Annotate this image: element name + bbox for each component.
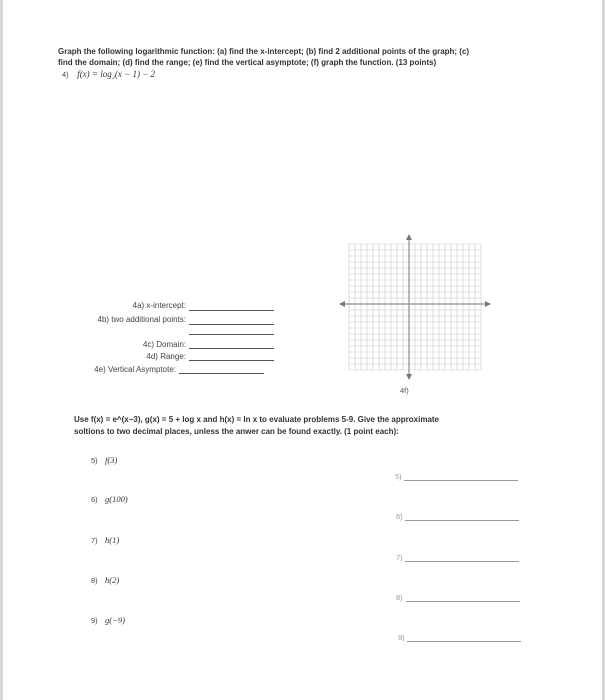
label-4b-additional-points: 4b) two additional points: (97, 315, 186, 324)
answer-line-4c[interactable] (189, 348, 274, 349)
answer-label-6: 6) (396, 512, 403, 521)
problem-9-number: 9) (91, 616, 98, 625)
answer-line-7[interactable] (405, 561, 519, 562)
graph-label-4f: 4f) (400, 386, 409, 395)
answer-line-4a[interactable] (189, 310, 274, 311)
problem-5-number: 5) (91, 456, 98, 465)
problem-7-number: 7) (91, 536, 98, 545)
worksheet-page (3, 0, 602, 700)
problem-8-number: 8) (91, 576, 98, 585)
problem-5-expression: f(3) (105, 455, 118, 465)
problem-8 (91, 575, 119, 585)
section2-instructions-line-2: soltions to two decimal places, unless the anwer can be found exactly. (1 point each): (74, 427, 399, 436)
grid-lines (349, 244, 481, 370)
answer-line-9[interactable] (407, 641, 521, 642)
answer-line-4b-2[interactable] (189, 334, 274, 335)
problem-9-expression: g(−9) (105, 615, 125, 625)
label-4e-vertical-asymptote: 4e) Vertical Asymptote: (94, 365, 176, 374)
problem-9 (91, 615, 125, 625)
problem-8-expression: h(2) (105, 575, 120, 585)
answer-line-4e[interactable] (179, 373, 264, 374)
answer-line-5[interactable] (404, 480, 518, 481)
answer-line-6[interactable] (405, 520, 519, 521)
problem-5 (91, 455, 117, 465)
answer-label-9: 9) (398, 633, 405, 642)
answer-label-8: 8) (396, 593, 403, 602)
problem-7-expression: h(1) (105, 535, 120, 545)
arrow-right-icon (485, 301, 491, 307)
label-4d-range: 4d) Range: (146, 352, 186, 361)
answer-line-8[interactable] (406, 601, 520, 602)
instructions-line-2: find the domain; (d) find the range; (e) find the vertical asymptote; (f) graph the function. (13 points) (58, 58, 437, 67)
answer-label-7: 7) (396, 553, 403, 562)
problem-4-number: 4) (62, 70, 69, 79)
problem-7 (91, 535, 119, 545)
problem-6 (91, 494, 128, 504)
problem-4-function: f(x) = log₂(x − 1) − 2 (77, 69, 156, 79)
answer-label-5: 5) (395, 472, 402, 481)
problem-6-number: 6) (91, 495, 98, 504)
arrow-down-icon (406, 374, 412, 380)
answer-line-4b-1[interactable] (189, 324, 274, 325)
section2-instructions-line-1: Use f(x) = e^(x−3), g(x) = 5 + log x and h(x) = ln x to evaluate problems 5-9. Give the approximate (74, 415, 440, 424)
answer-line-4d[interactable] (189, 360, 274, 361)
problem-6-expression: g(100) (105, 494, 128, 504)
arrow-left-icon (339, 301, 345, 307)
arrow-up-icon (406, 234, 412, 240)
problem-4 (62, 69, 155, 79)
coordinate-grid[interactable] (337, 232, 493, 382)
label-4c-domain: 4c) Domain: (142, 340, 186, 349)
label-4a-x-intercept: 4a) x-intercept: (132, 301, 186, 310)
instructions-line-1: Graph the following logarithmic function: (a) find the x-intercept; (b) find 2 additional points of the graph; (c) (58, 47, 470, 56)
